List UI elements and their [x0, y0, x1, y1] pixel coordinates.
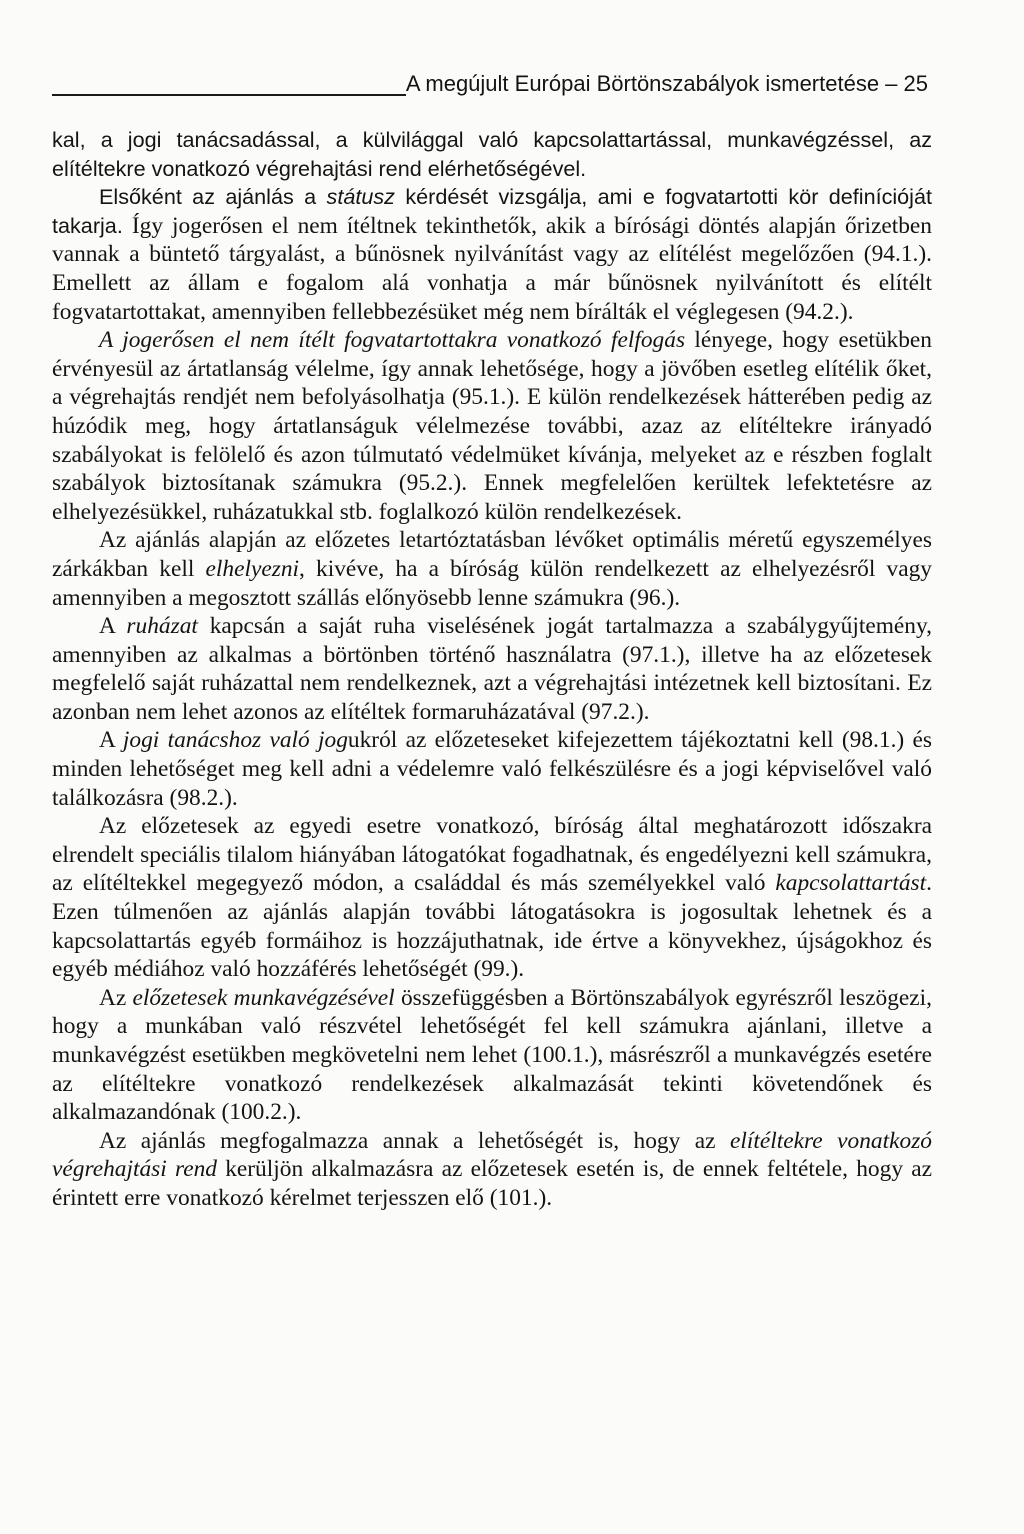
italic-term: státusz	[326, 184, 395, 210]
text-segment: Az ajánlás alapján az előzetes letartóztatásban lévőket optimális méretű egyszemélyes zárkákban kell	[52, 527, 932, 582]
text-segment: ukról az előzeteseket kifejezettem tájékoztatni kell (98.1.) és minden lehetőséget meg kell adni a védelemre való felkészülésre és a jogi képviselővel való találkozásra (98.2.).	[52, 727, 932, 811]
text-segment: kérdését vizsgálja, ami e fogvatartotti kör definícióját takarja.	[52, 184, 932, 238]
text-segment: A	[99, 727, 123, 754]
header-title: A megújult Európai Börtönszabályok ismertetése – 25	[405, 71, 928, 96]
text-segment: Az	[99, 984, 133, 1011]
text-segment: kapcsán a saját ruha viselésének jogát tartalmazza a szabálygyűjtemény, amennyiben az alkalmas a börtönben történő használatra (97.1.), illetve ha az előzetesek megfelelő saját ruházattal nem rendelkeznek, azt a végrehajtási intézetnek kell biztosítani. Ez azonban nem lehet azonos az elítéltek formaruházatával (97.2.).	[52, 613, 932, 725]
paragraph-9	[52, 1127, 932, 1213]
paragraph-7	[52, 812, 932, 984]
italic-term: jogi tanácshoz való jog	[122, 727, 348, 754]
text-segment: , kivéve, ha a bíróság külön rendelkezett az elhelyezésről vagy amennyiben a megosztott szállás előnyösebb lenne számukra (96.).	[52, 555, 932, 611]
italic-term: kapcsolattartást	[775, 870, 927, 897]
paragraph-2	[52, 183, 932, 326]
text-segment: Az előzetesek az egyedi esetre vonatkozó, bíróság által meghatározott időszakra elrendelt speciális tilalom hiányában látogatókat fogadhatnak, és engedélyezni kell számukra, az elítéltekkel megegyező módon, a családdal és más személyekkel való	[52, 813, 932, 897]
paragraph-1	[52, 126, 932, 183]
paragraph-8	[52, 984, 932, 1127]
text-segment: kal, a jogi tanácsadással, a külvilággal való kapcsolattartással, munkavégzéssel, az elítéltekre vonatkozó végrehajtási rend elérhetőségével.	[52, 127, 932, 181]
text-segment: lényege, hogy esetükben érvényesül az ártatlanság vélelme, így annak lehetősége, hogy a jövőben esetleg elítélik őket, a végrehajtás rendjét nem befolyásolhatja (95.1.). E külön rendelkezések hátterében pedig az húzódik meg, hogy ártatlanságuk vélelmezése további, azaz az elítéltekre irányadó szabályokat is felölelő és azon túlmutató védelmüket kívánja, melyeket az e részben foglalt szabályok biztosítanak számukra (95.2.). Ennek megfelelően kerültek lefektetésre az elhelyezésükkel, ruházatukkal stb. foglalkozó külön rendelkezések.	[52, 327, 932, 525]
text-segment: Így jogerősen el nem ítéltnek tekinthetők, akik a bírósági döntés alapján őrizetben vannak a büntető tárgyalást, a bűnösnek nyilvánítást vagy az elítélést megelőzően (94.1.). Emellett az állam e fogalom alá vonhatja a már bűnösnek nyilvánított és elítélt fogvatartottakat, amennyiben fellebbezésüket még nem bírálták el véglegesen (94.2.).	[52, 212, 932, 325]
paragraph-4	[52, 526, 932, 612]
page-body	[52, 126, 932, 1213]
italic-term: elhelyezni	[205, 555, 300, 582]
italic-term: elítéltekre vonatkozó végrehajtási rend	[52, 1127, 932, 1183]
text-segment: Az ajánlás megfogalmazza annak a lehetőségét is, hogy az	[99, 1127, 731, 1154]
italic-term: előzetesek munkavégzésével	[132, 984, 395, 1011]
paragraph-3	[52, 326, 932, 526]
text-segment: . Ezen túlmenően az ajánlás alapján további látogatásokra is jogosultak lehetnek és a kapcsolattartás egyéb formáihoz is hozzájuthatnak, ide értve a könyvekhez, újságokhoz és egyéb médiához való hozzáférés lehetőségét (99.).	[52, 870, 932, 983]
text-segment: kerüljön alkalmazásra az előzetesek esetén is, de ennek feltétele, hogy az érintett erre vonatkozó kérelmet terjesszen elő (101.).	[52, 1156, 932, 1211]
text-segment: Elsőként az ajánlás a	[99, 184, 327, 210]
paragraph-6	[52, 726, 932, 812]
paragraph-5	[52, 612, 932, 726]
italic-term: A jogerősen el nem ítélt fogvatartottakra vonatkozó felfogás	[99, 327, 686, 354]
running-header	[52, 66, 928, 96]
text-segment: A	[99, 613, 127, 640]
italic-term: ruházat	[126, 613, 198, 640]
text-segment: összefüggésben a Börtönszabályok egyrészről leszögezi, hogy a munkában való részvétel lehetőségét fel kell számukra ajánlani, illetve a munkavégzést esetükben megkövetelni nem lehet (100.1.), másrészről a munkavégzés esetére az elítéltekre vonatkozó rendelkezések alkalmazását tekinti követendőnek és alkalmazandónak (100.2.).	[52, 984, 932, 1126]
